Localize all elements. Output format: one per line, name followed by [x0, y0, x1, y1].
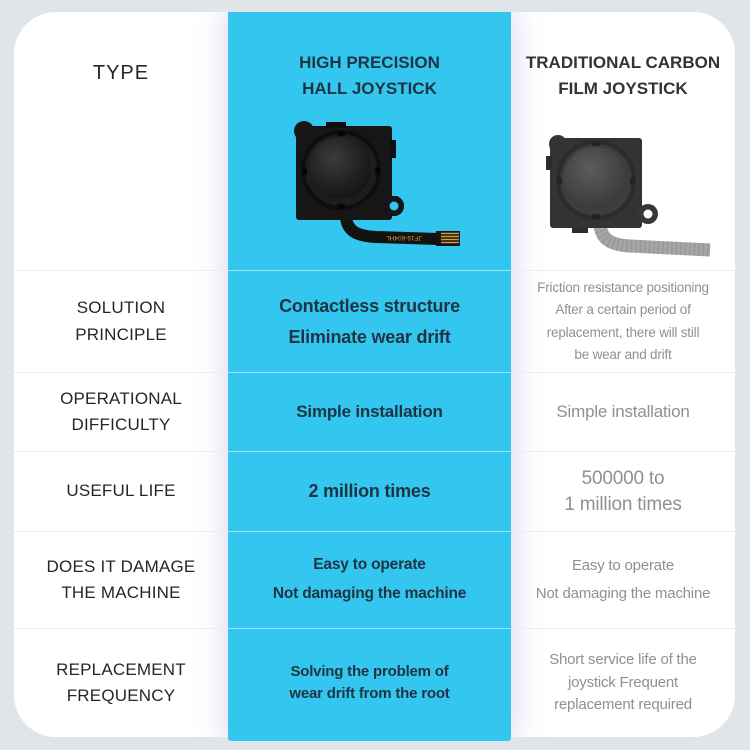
- row-label-machine-damage: [14, 531, 228, 628]
- label-line: REPLACEMENT: [56, 659, 186, 679]
- highlight-column-bottom-overhang: [228, 737, 511, 741]
- type-label: TYPE: [92, 62, 150, 84]
- table-row-replacement-frequency: [14, 628, 735, 737]
- table-row-useful-life: [14, 451, 735, 531]
- label-line: PRINCIPLE: [75, 324, 167, 344]
- carbon-cell-machine-damage: [511, 531, 735, 628]
- row-label-useful-life: [14, 451, 228, 531]
- value-line: replacement required: [554, 696, 692, 714]
- hall-cell-replacement-frequency: [228, 628, 511, 737]
- value-line: 1 million times: [564, 493, 682, 515]
- hall-title-line1: HIGH PRECISION: [299, 53, 440, 72]
- value-line: Simple installation: [296, 402, 443, 421]
- comparison-table: [14, 12, 735, 737]
- value-line: wear drift from the root: [289, 685, 450, 702]
- value-line: After a certain period of: [555, 302, 691, 318]
- hall-joystick-image: [286, 120, 476, 260]
- hall-title-line2: HALL JOYSTICK: [302, 79, 437, 99]
- table-row-solution-principle: [14, 270, 735, 372]
- row-label-type: [14, 12, 228, 270]
- value-line: Not damaging the machine: [272, 585, 467, 602]
- carbon-title-line1: TRADITIONAL CARBON: [525, 53, 721, 72]
- hall-cell-machine-damage: [228, 531, 511, 628]
- table-row-operational-difficulty: [14, 372, 735, 451]
- label-line: SOLUTION: [76, 298, 166, 318]
- hall-ribbon-label: JF19-604HL: [386, 234, 422, 241]
- carbon-cell-operational-difficulty: [511, 372, 735, 451]
- value-line: Contactless structure: [279, 295, 460, 316]
- hall-cell-useful-life: [228, 451, 511, 531]
- hall-cell-solution-principle: [228, 270, 511, 372]
- carbon-title-line2: FILM JOYSTICK: [558, 79, 688, 99]
- row-label-solution-principle: [14, 270, 228, 372]
- row-label-replacement-frequency: [14, 628, 228, 737]
- value-line: replacement, there will still: [546, 324, 700, 340]
- value-line: joystick Frequent: [568, 673, 678, 691]
- value-line: Easy to operate: [313, 556, 426, 574]
- hall-cell-operational-difficulty: [228, 372, 511, 451]
- label-line: THE MACHINE: [61, 583, 181, 602]
- label-line: FREQUENCY: [66, 686, 176, 705]
- value-line: Short service life of the: [549, 651, 697, 669]
- carbon-cell-solution-principle: [511, 270, 735, 372]
- value-line: Solving the problem of: [290, 662, 449, 680]
- value-line: 500000 to: [581, 467, 665, 489]
- label-line: DIFFICULTY: [71, 415, 171, 434]
- value-line: 2 million times: [308, 481, 431, 501]
- carbon-cell-replacement-frequency: [511, 628, 735, 737]
- carbon-joystick-image: [542, 128, 722, 263]
- comparison-card: [14, 12, 735, 737]
- value-line: Not damaging the machine: [535, 585, 711, 602]
- value-line: Simple installation: [556, 402, 690, 421]
- row-label-operational-difficulty: [14, 372, 228, 451]
- table-row-type: [14, 12, 735, 270]
- value-line: Eliminate wear drift: [288, 326, 451, 347]
- carbon-cell-useful-life: [511, 451, 735, 531]
- table-row-machine-damage: [14, 531, 735, 628]
- value-line: Friction resistance positioning: [537, 279, 709, 295]
- label-line: DOES IT DAMAGE: [46, 556, 196, 576]
- label-line: OPERATIONAL: [60, 388, 182, 408]
- label-line: USEFUL LIFE: [66, 481, 176, 501]
- value-line: be wear and drift: [574, 346, 672, 362]
- value-line: Easy to operate: [571, 557, 675, 575]
